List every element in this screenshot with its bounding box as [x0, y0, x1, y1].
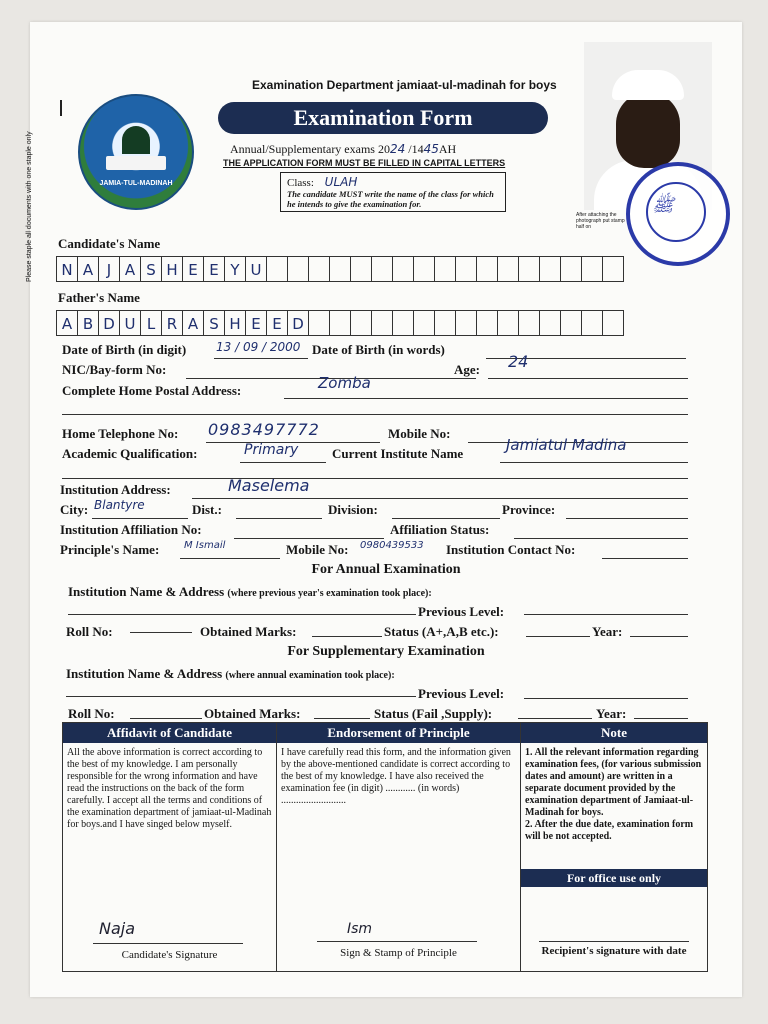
- affidavit-column: [63, 723, 277, 971]
- exam-line-suffix: AH: [438, 142, 457, 156]
- supp-inst-line[interactable]: [66, 696, 416, 697]
- letter-box[interactable]: B: [77, 310, 99, 336]
- letter-box[interactable]: E: [245, 310, 267, 336]
- photo-cap: [612, 70, 684, 100]
- academic-label: Academic Qualification:: [62, 446, 198, 461]
- candidate-signature: Naja: [99, 919, 136, 938]
- supp-prev-level: Previous Level:: [418, 686, 505, 701]
- candidate-name-boxes[interactable]: [56, 256, 623, 282]
- dob-words-label: Date of Birth (in words): [312, 342, 445, 357]
- note-title: Note: [521, 723, 707, 743]
- age-value[interactable]: 24: [508, 352, 529, 371]
- institution-stamp-icon: [626, 162, 730, 266]
- letter-box[interactable]: [329, 256, 351, 282]
- annual-marks: Obtained Marks:: [200, 624, 297, 639]
- institute-label: Current Institute Name: [332, 446, 464, 461]
- declaration-table: [62, 722, 708, 972]
- letter-box[interactable]: E: [203, 256, 225, 282]
- supp-prev-level-line[interactable]: [524, 698, 688, 699]
- affidavit-text: All the above information is correct according to the best of my knowledge. I am personally responsible for the wrong information and have read the instructions on the back of the form carefully. I accept all the terms and conditions of the examination department of jamiaat-ul-Madinah for boys.and I have singed below myself.: [67, 747, 272, 830]
- letter-box[interactable]: A: [77, 256, 99, 282]
- letter-box[interactable]: [560, 256, 582, 282]
- annual-roll: Roll No:: [66, 624, 113, 639]
- supp-year: Year:: [596, 706, 627, 721]
- office-use-bar: For office use only: [521, 869, 707, 887]
- letter-box[interactable]: A: [119, 256, 141, 282]
- supplementary-section-title: For Supplementary Examination: [287, 644, 485, 659]
- class-value: ULAH: [324, 175, 358, 189]
- inst-address-value[interactable]: Maselema: [228, 476, 310, 495]
- affiliation-no-label: Institution Affiliation No:: [60, 522, 202, 537]
- logo-dome: [122, 126, 150, 154]
- candidate-signature-line: [93, 943, 243, 944]
- photo-face: [616, 92, 680, 168]
- contact-label: Institution Contact No:: [446, 542, 576, 557]
- letter-box[interactable]: S: [203, 310, 225, 336]
- letter-box[interactable]: N: [56, 256, 78, 282]
- inst-address-label: Institution Address:: [60, 482, 171, 497]
- dob-digit-line: [214, 358, 308, 359]
- note-column: [521, 723, 707, 971]
- candidate-name-label: Candidate's Name: [58, 236, 161, 251]
- endorsement-title: Endorsement of Principle: [277, 723, 520, 743]
- supp-inst-text: Institution Name & Address: [66, 666, 223, 681]
- letter-box[interactable]: [539, 256, 561, 282]
- division-line[interactable]: [392, 518, 500, 519]
- affiliation-no-line[interactable]: [234, 538, 384, 539]
- letter-box[interactable]: [329, 310, 351, 336]
- letter-box[interactable]: [455, 256, 477, 282]
- affiliation-status-line[interactable]: [514, 538, 688, 539]
- letter-box[interactable]: [266, 256, 288, 282]
- letter-box[interactable]: [392, 310, 414, 336]
- margin-mark: [60, 100, 62, 116]
- institute-line: [500, 462, 688, 463]
- letter-box[interactable]: D: [287, 310, 309, 336]
- letter-box[interactable]: [434, 310, 456, 336]
- age-line: [488, 378, 688, 379]
- annual-prev-level: Previous Level:: [418, 604, 505, 619]
- stamp-glyph: ﷺ: [652, 195, 674, 216]
- annual-prev-level-line[interactable]: [524, 614, 688, 615]
- note-item-2: 2. After the due date, examination form will be not accepted.: [525, 819, 694, 842]
- letter-box[interactable]: [350, 256, 372, 282]
- academic-line: [240, 462, 326, 463]
- address-line-1: [284, 398, 688, 399]
- letter-box[interactable]: Y: [224, 256, 246, 282]
- letter-box[interactable]: [602, 310, 624, 336]
- madinah-logo-icon: [78, 94, 194, 210]
- letter-box[interactable]: E: [182, 256, 204, 282]
- supp-status: Status (Fail ,Supply):: [374, 706, 493, 721]
- letter-box[interactable]: [476, 310, 498, 336]
- principal-mobile-label: Mobile No:: [286, 542, 349, 557]
- letter-box[interactable]: [350, 310, 372, 336]
- supp-inst-label: [66, 666, 395, 682]
- annual-status-line[interactable]: [526, 636, 590, 637]
- letter-box[interactable]: E: [266, 310, 288, 336]
- letter-box[interactable]: J: [98, 256, 120, 282]
- principal-signature: Ism: [347, 921, 373, 937]
- letter-box[interactable]: [413, 256, 435, 282]
- exam-line-mid: /14: [405, 142, 424, 156]
- dist-line[interactable]: [236, 518, 322, 519]
- examination-form-page: [26, 22, 742, 997]
- city-label: City:: [60, 502, 89, 517]
- annual-section-title: For Annual Examination: [311, 562, 461, 577]
- letter-box[interactable]: [518, 256, 540, 282]
- letter-box[interactable]: [497, 310, 519, 336]
- endorsement-text: I have carefully read this form, and the information given by the above-mentioned candidate is correct according to the best of my knowledge. I have also received the examination fee (in digit) ............ (in words) ..........................: [281, 747, 511, 806]
- affidavit-title: Affidavit of Candidate: [63, 723, 276, 743]
- inst-address-line: [192, 498, 688, 499]
- letter-box[interactable]: A: [56, 310, 78, 336]
- academic-value[interactable]: Primary: [244, 442, 299, 458]
- letter-box[interactable]: [539, 310, 561, 336]
- supp-year-line[interactable]: [634, 718, 688, 719]
- supp-marks-line[interactable]: [314, 718, 370, 719]
- letter-box[interactable]: [518, 310, 540, 336]
- letter-box[interactable]: D: [98, 310, 120, 336]
- principal-signature-caption: Sign & Stamp of Principle: [340, 947, 457, 959]
- province-label: Province:: [502, 502, 556, 517]
- supp-roll: Roll No:: [68, 706, 115, 721]
- annual-inst-label: [68, 584, 432, 600]
- letter-box[interactable]: S: [140, 256, 162, 282]
- letter-box[interactable]: [413, 310, 435, 336]
- father-name-label: Father's Name: [58, 290, 140, 305]
- address-value[interactable]: Zomba: [318, 374, 371, 392]
- father-name-boxes[interactable]: [56, 310, 623, 336]
- annual-year-line[interactable]: [630, 636, 688, 637]
- candidate-signature-caption: Candidate's Signature: [121, 949, 218, 961]
- supp-status-line[interactable]: [518, 718, 592, 719]
- annual-roll-line[interactable]: [130, 632, 192, 633]
- letter-box[interactable]: U: [119, 310, 141, 336]
- recipient-signature-line: [539, 941, 689, 942]
- institute-value[interactable]: Jamiatul Madina: [506, 436, 627, 454]
- address-label: Complete Home Postal Address:: [62, 383, 242, 398]
- dob-digit-value[interactable]: 13 / 09 / 2000: [216, 340, 301, 354]
- class-box: [280, 172, 506, 212]
- annual-inst-note: (where previous year's examination took place):: [227, 588, 432, 599]
- exam-hijri-hand: 45: [423, 142, 439, 156]
- letter-box[interactable]: A: [182, 310, 204, 336]
- city-value[interactable]: Blantyre: [94, 498, 145, 512]
- logo-text: JAMIA-TUL-MADINAH: [99, 180, 173, 187]
- note-item-1: 1. All the relevant information regarding examination fees, (for various submission dates and amount) are written in a separate document provided by the examination department of Jamiaat-ul-Madinah for boys.: [525, 747, 702, 818]
- mobile-label: Mobile No:: [388, 426, 451, 441]
- exam-session-line: [230, 142, 456, 157]
- institute-line-2: [62, 478, 688, 479]
- contact-line[interactable]: [602, 558, 688, 559]
- province-line[interactable]: [566, 518, 688, 519]
- annual-marks-line[interactable]: [312, 636, 382, 637]
- logo-book: [106, 156, 166, 170]
- principal-mobile-value[interactable]: 0980439533: [360, 540, 424, 551]
- letter-box[interactable]: R: [161, 310, 183, 336]
- letter-box[interactable]: H: [224, 310, 246, 336]
- form-title: Examination Form: [218, 102, 548, 134]
- principal-label: Principle's Name:: [60, 542, 160, 557]
- dist-label: Dist.:: [192, 502, 222, 517]
- principal-line: [180, 558, 280, 559]
- letter-box[interactable]: [455, 310, 477, 336]
- letter-box[interactable]: [434, 256, 456, 282]
- annual-inst-line[interactable]: [68, 614, 416, 615]
- letter-box[interactable]: [497, 256, 519, 282]
- letter-box[interactable]: [476, 256, 498, 282]
- dob-digit-label: Date of Birth (in digit): [62, 342, 187, 357]
- capital-letters-notice: THE APPLICATION FORM MUST BE FILLED IN CAPITAL LETTERS: [223, 158, 506, 168]
- age-label: Age:: [454, 362, 480, 377]
- letter-box[interactable]: H: [161, 256, 183, 282]
- letter-box[interactable]: [602, 256, 624, 282]
- staple-note: Please staple all documents with one staple only: [26, 131, 33, 282]
- principal-value[interactable]: M Ismail: [184, 540, 226, 551]
- city-line: [92, 518, 188, 519]
- letter-box[interactable]: [392, 256, 414, 282]
- letter-box[interactable]: [308, 256, 330, 282]
- letter-box[interactable]: [308, 310, 330, 336]
- letter-box[interactable]: [287, 256, 309, 282]
- letter-box[interactable]: U: [245, 256, 267, 282]
- exam-line-prefix: Annual/Supplementary exams 20: [230, 142, 390, 156]
- division-label: Division:: [328, 502, 378, 517]
- principal-signature-line: [317, 941, 477, 942]
- recipient-signature-caption: Recipient's signature with date: [541, 945, 687, 957]
- letter-box[interactable]: [371, 256, 393, 282]
- letter-box[interactable]: L: [140, 310, 162, 336]
- letter-box[interactable]: [371, 310, 393, 336]
- home-tel-label: Home Telephone No:: [62, 426, 179, 441]
- supp-marks: Obtained Marks:: [204, 706, 301, 721]
- home-tel-value[interactable]: 0983497772: [208, 420, 320, 439]
- class-note: The candidate MUST write the name of the class for which he intends to give the examination for.: [287, 189, 494, 209]
- letter-box[interactable]: [581, 310, 603, 336]
- class-label: Class:: [287, 177, 314, 189]
- address-line-2: [62, 414, 688, 415]
- letter-box[interactable]: [581, 256, 603, 282]
- endorsement-column: [277, 723, 521, 971]
- department-title: Examination Department jamiaat-ul-madinah for boys: [252, 78, 557, 92]
- annual-inst-text: Institution Name & Address: [68, 584, 225, 599]
- nic-label: NIC/Bay-form No:: [62, 362, 167, 377]
- supp-roll-line[interactable]: [130, 718, 202, 719]
- affiliation-status-label: Affiliation Status:: [390, 522, 490, 537]
- annual-status: Status (A+,A,B etc.):: [384, 624, 499, 639]
- exam-year-hand: 24: [389, 142, 406, 156]
- supp-inst-note: (where annual examination took place):: [225, 670, 395, 681]
- letter-box[interactable]: [560, 310, 582, 336]
- annual-year: Year:: [592, 624, 623, 639]
- photo-note: After attaching the photograph put stamp half on: [576, 212, 625, 230]
